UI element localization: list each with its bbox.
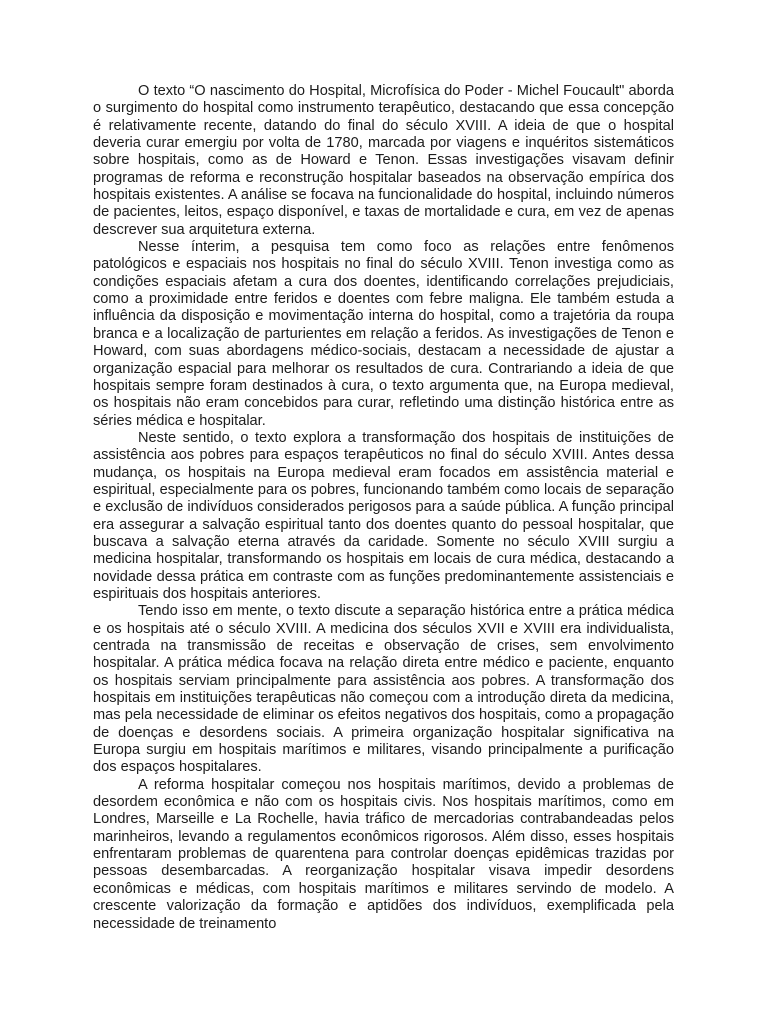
paragraph: O texto “O nascimento do Hospital, Microfísica do Poder - Michel Foucault" aborda o surgimento do hospital como instrumento terapêutico, destacando que essa concepção é relativamente recente, datando do final do século XVIII. A ideia de que o hospital deveria curar emergiu por volta de 1780, marcada por viagens e inquéritos sistemáticos sobre hospitais, como as de Howard e Tenon. Essas investigações visavam definir programas de reforma e reconstrução hospitalar baseados na observação empírica dos hospitais existentes. A análise se focava na funcionalidade do hospital, incluindo números de pacientes, leitos, espaço disponível, e taxas de mortalidade e cura, em vez de apenas descrever sua arquitetura externa. [93, 83, 674, 238]
paragraph: Neste sentido, o texto explora a transformação dos hospitais de instituições de assistência aos pobres para espaços terapêuticos no final do século XVIII. Antes dessa mudança, os hospitais na Europa medieval eram focados em assistência material e espiritual, especialmente para os pobres, funcionando também como locais de separação e exclusão de indivíduos considerados perigosos para a saúde pública. A função principal era assegurar a salvação espiritual tanto dos doentes quanto do pessoal hospitalar, que buscava a salvação eterna através da caridade. Somente no século XVIII surgiu a medicina hospitalar, transformando os hospitais em locais de cura médica, destacando a novidade dessa prática em contraste com as funções predominantemente assistenciais e espirituais dos hospitais anteriores. [93, 429, 674, 602]
paragraph: A reforma hospitalar começou nos hospitais marítimos, devido a problemas de desordem econômica e não com os hospitais civis. Nos hospitais marítimos, como em Londres, Marseille e La Rochelle, havia tráfico de mercadorias contrabandeadas pelos marinheiros, levando a regulamentos econômicos rigorosos. Além disso, esses hospitais enfrentaram problemas de quarentena para controlar doenças epidêmicas trazidas por pessoas desembarcadas. A reorganização hospitalar visava impedir desordens econômicas e médicas, com hospitais marítimos e militares servindo de modelo. A crescente valorização da formação e aptidões dos indivíduos, exemplificada pela necessidade de treinamento [93, 776, 674, 932]
document-body [93, 83, 674, 933]
paragraph: Tendo isso em mente, o texto discute a separação histórica entre a prática médica e os hospitais até o século XVIII. A medicina dos séculos XVII e XVIII era individualista, centrada na transmissão de receitas e observação de crises, sem envolvimento hospitalar. A prática médica focava na relação direta entre médico e paciente, enquanto os hospitais serviam principalmente para assistência aos pobres. A transformação dos hospitais em instituições terapêuticas não começou com a introdução direta da medicina, mas pela necessidade de eliminar os efeitos negativos dos hospitais, como a propagação de doenças e desordens sociais. A primeira organização hospitalar significativa na Europa surgiu em hospitais marítimos e militares, visando principalmente a purificação dos espaços hospitalares. [93, 603, 674, 776]
paragraph: Nesse ínterim, a pesquisa tem como foco as relações entre fenômenos patológicos e espaciais nos hospitais no final do século XVIII. Tenon investiga como as condições espaciais afetam a cura dos doentes, identificando correlações prejudiciais, como a proximidade entre feridos e doentes com febre maligna. Ele também estuda a influência da disposição e movimentação interna do hospital, como a trajetória da roupa branca e a localização de parturientes em relação a feridos. As investigações de Tenon e Howard, com suas abordagens médico-sociais, destacam a necessidade de ajustar a organização espacial para melhorar os resultados de cura. Contrariando a ideia de que hospitais sempre foram destinados à cura, o texto argumenta que, na Europa medieval, os hospitais não eram concebidos para curar, refletindo uma distinção histórica entre as séries médica e hospitalar. [93, 239, 674, 429]
